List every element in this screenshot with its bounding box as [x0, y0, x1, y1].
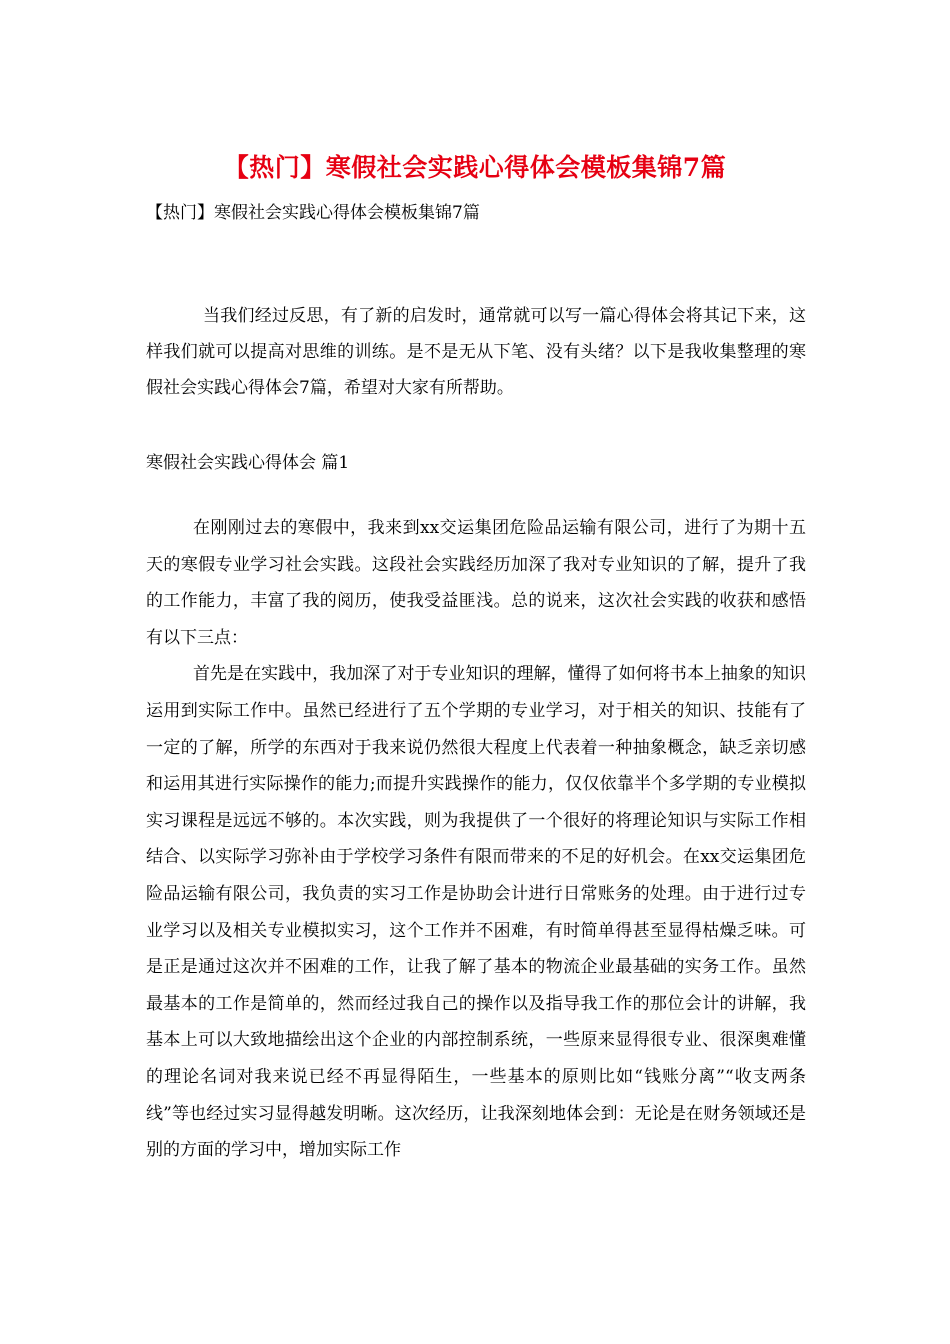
- section-heading: 寒假社会实践心得体会 篇1: [146, 453, 350, 473]
- body-paragraph-2: 首先是在实践中，我加深了对于专业知识的理解，懂得了如何将书本上抽象的知识运用到实际工作中。虽然已经进行了五个学期的专业学习，对于相关的知识、技能有了一定的了解，所学的东西对于我来说仍然很大程度上代表着一种抽象概念，缺乏亲切感和运用其进行实际操作的能力;而提升实践操作的能力，仅仅依靠半个多学期的专业模拟实习课程是远远不够的。本次实践，则为我提供了一个很好的将理论知识与实际工作相结合、以实际学习弥补由于学校学习条件有限而带来的不足的好机会。在xx交运集团危险品运输有限公司，我负责的实习工作是协助会计进行日常账务的处理。由于进行过专业学习以及相关专业模拟实习，这个工作并不困难，有时简单得甚至显得枯燥乏味。可是正是通过这次并不困难的工作，让我了解了基本的物流企业最基础的实务工作。虽然最基本的工作是简单的，然而经过我自己的操作以及指导我工作的那位会计的讲解，我基本上可以大致地描绘出这个企业的内部控制系统，一些原来显得很专业、很深奥难懂的理论名词对我来说已经不再显得陌生，一些基本的原则比如“钱账分离”“收支两条线”等也经过实习显得越发明晰。这次经历，让我深刻地体会到：无论是在财务领域还是别的方面的学习中，增加实际工作: [146, 664, 806, 1161]
- intro-block: [146, 298, 806, 406]
- body-paragraph-1: 在刚刚过去的寒假中，我来到xx交运集团危险品运输有限公司，进行了为期十五天的寒假专业学习社会实践。这段社会实践经历加深了我对专业知识的了解，提升了我的工作能力，丰富了我的阅历，使我受益匪浅。总的说来，这次社会实践的收获和感悟有以下三点：: [146, 518, 806, 648]
- body-text: [146, 510, 806, 1169]
- document-title: 【热门】寒假社会实践心得体会模板集锦7篇: [223, 153, 727, 182]
- document-subtitle: 【热门】寒假社会实践心得体会模板集锦7篇: [146, 203, 480, 223]
- intro-paragraph: 当我们经过反思，有了新的启发时，通常就可以写一篇心得体会将其记下来，这样我们就可以提高对思维的训练。是不是无从下笔、没有头绪？以下是我收集整理的寒假社会实践心得体会7篇，希望对大家有所帮助。: [146, 306, 806, 398]
